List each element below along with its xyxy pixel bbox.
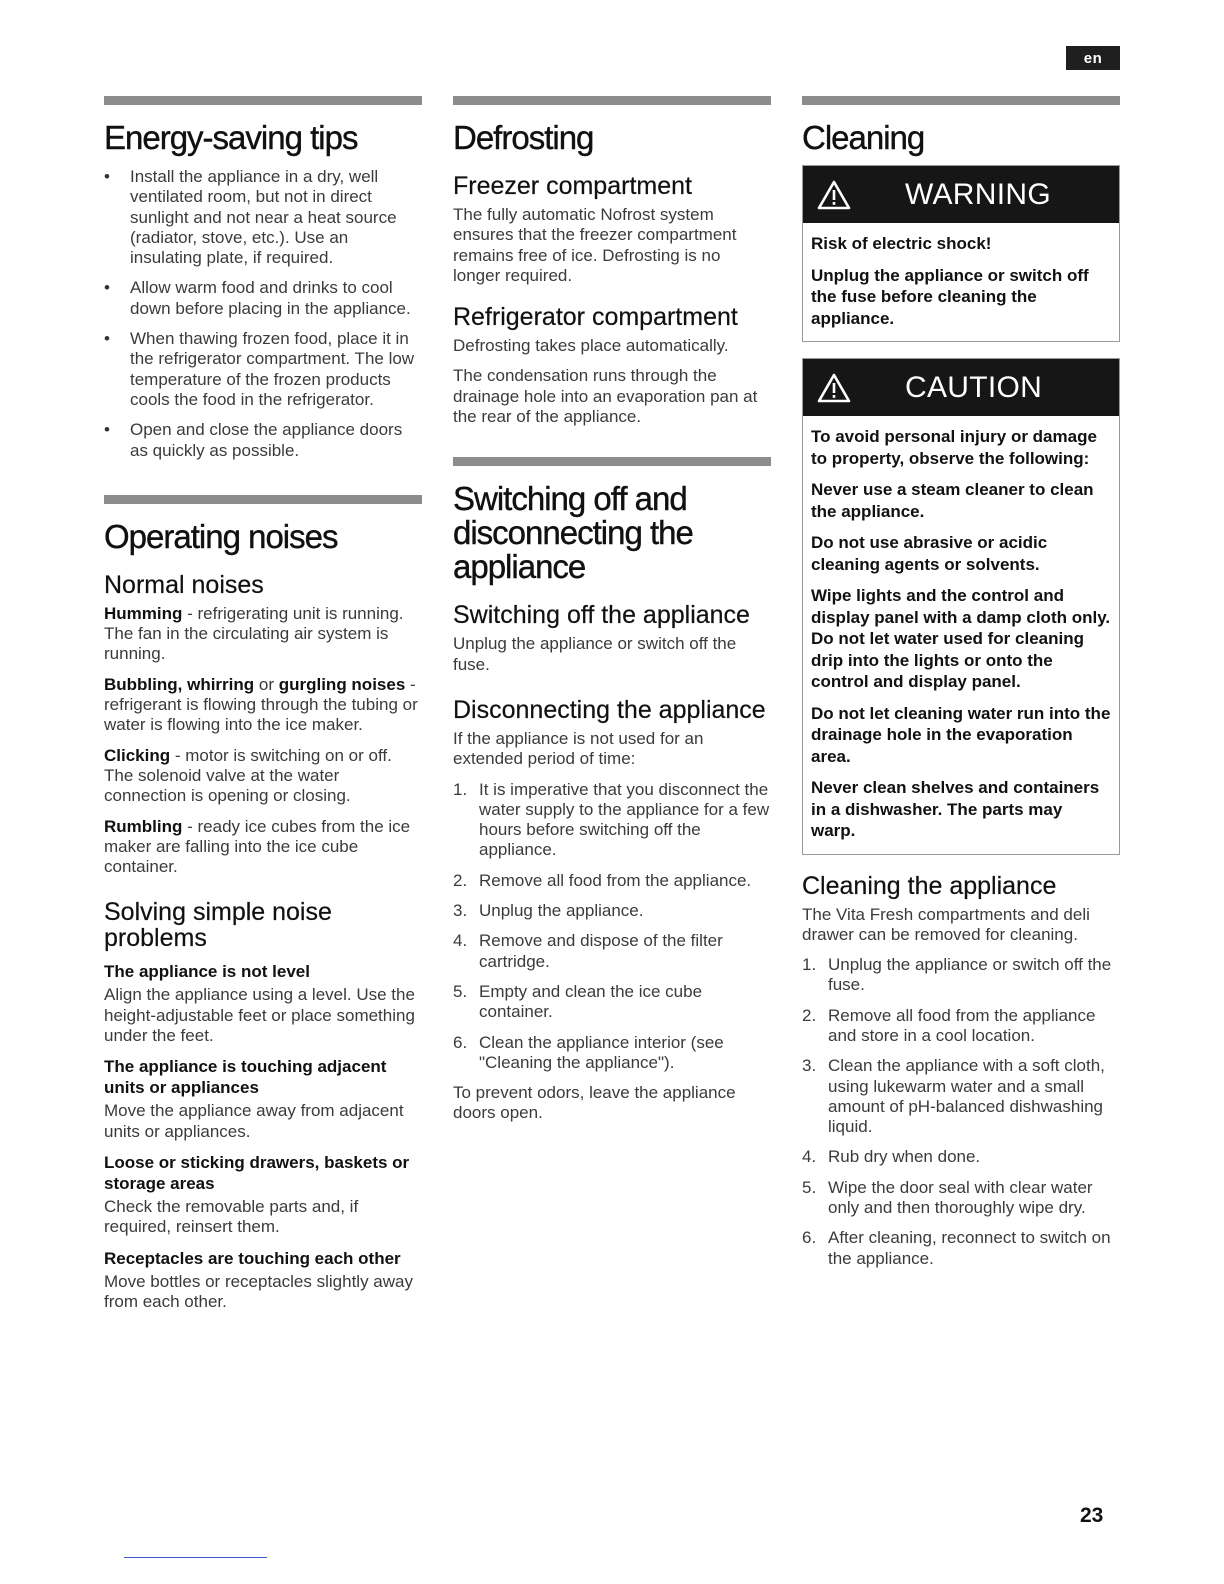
problem-title: The appliance is touching adjacent units or appliances [104,1057,387,1098]
list-item: • Allow warm food and drinks to cool down before placing in the appliance. [104,278,422,319]
column-left [104,96,422,1322]
list-item: 4. Remove and dispose of the filter cartridge. [453,931,723,971]
switching-outro: To prevent odors, leave the appliance doors open. [453,1083,736,1123]
list-item: 5. Wipe the door seal with clear water only and then thoroughly wipe dry. [802,1177,1093,1218]
list-item: 1. Unplug the appliance or switch off the fuse. [802,955,1112,995]
list-item: 5. Empty and clean the ice cube container. [453,981,703,1022]
caution-line: Never clean shelves and containers in a dishwasher. The parts may warp. [811,778,1100,840]
problem-title: Receptacles are touching each other [104,1248,401,1268]
list-item: 4. Rub dry when done. [802,1147,981,1167]
noises-title: Operating noises [104,517,338,555]
column-right [802,96,1120,1279]
caution-line: Wipe lights and the control and display panel with a damp cloth only. Do not let water used for cleaning drip into the lights or onto the control and display panel. [811,586,1111,691]
problem-text: Move the appliance away from adjacent units or appliances. [104,1101,404,1141]
noise-entry: Clicking - motor is switching on or off. The solenoid valve at the water connection is opening or closing. [104,745,392,806]
warning-box [802,165,1120,342]
caution-line: Never use a steam cleaner to clean the appliance. [811,480,1094,521]
freezer-title: Freezer compartment [453,172,692,200]
defrosting-title: Defrosting [453,119,594,156]
caution-icon [817,372,851,404]
list-item: • Install the appliance in a dry, well ventilated room, but not in direct sunlight and not near a heat source (radiator, stove, etc.). Use an insulating plate, if required. [104,167,422,268]
caution-header [803,359,1119,416]
list-item: 3. Unplug the appliance. [453,901,644,921]
footer-rule [124,1557,267,1558]
section-rule [802,96,1120,105]
caution-label: CAUTION [905,370,1043,404]
disconnect-steps [453,780,771,1074]
warning-label: WARNING [905,177,1051,211]
cleaning-intro: The Vita Fresh compartments and deli drawer can be removed for cleaning. [802,904,1090,944]
list-item: • When thawing frozen food, place it in the refrigerator compartment. The low temperature of the frozen products cools the food in the refrigerator. [104,329,422,410]
noise-entry: Bubbling, whirring or gurgling noises - refrigerant is flowing through the tubing or water is flowing into the ice maker. [104,674,418,735]
list-item: 2. Remove all food from the appliance. [453,870,752,890]
fridge-text: The condensation runs through the drainage hole into an evaporation pan at the rear of the appliance. [453,366,758,427]
cleaning-appliance-title: Cleaning the appliance [802,871,1057,900]
list-item: 6. After cleaning, reconnect to switch on the appliance. [802,1228,1111,1268]
list-item: • Open and close the appliance doors as quickly as possible. [104,420,422,461]
list-item: 3. Clean the appliance with a soft cloth, using lukewarm water and a small amount of pH-balanced dishwashing liquid. [802,1056,1105,1137]
page-number: 23 [1080,1504,1104,1527]
warning-header [803,166,1119,223]
noise-entry: Humming - refrigerating unit is running. The fan in the circulating air system is running. [104,603,404,664]
caution-line: To avoid personal injury or damage to property, observe the following: [811,427,1097,468]
switching-title: Switching off and disconnecting the appliance [453,480,693,586]
caution-box [802,358,1120,855]
normal-noises-title: Normal noises [104,570,264,599]
warning-icon [817,179,851,211]
list-item: 2. Remove all food from the appliance and store in a cool location. [802,1005,1096,1045]
energy-tips-list [104,167,422,461]
solving-noise-title: Solving simple noise problems [104,898,332,953]
energy-title: Energy-saving tips [104,119,358,156]
problem-text: Check the removable parts and, if required, reinsert them. [104,1196,359,1237]
cleaning-title: Cleaning [802,119,925,156]
warning-line: Risk of electric shock! [811,234,992,253]
warning-line: Unplug the appliance or switch off the fuse before cleaning the appliance. [811,265,1089,328]
caution-line: Do not use abrasive or acidic cleaning agents or solvents. [811,533,1048,574]
disconnect-intro: If the appliance is not used for an extended period of time: [453,728,704,769]
section-rule [104,495,422,504]
problem-title: Loose or sticking drawers, baskets or storage areas [104,1152,410,1193]
list-item: 6. Clean the appliance interior (see "Cleaning the appliance"). [453,1032,724,1072]
language-badge: en [1066,46,1120,70]
section-rule [453,96,771,105]
fridge-title: Refrigerator compartment [453,303,738,332]
switch-off-title: Switching off the appliance [453,601,750,630]
section-rule [453,457,771,466]
problem-title: The appliance is not level [104,962,310,982]
caution-line: Do not let cleaning water run into the drainage hole in the evaporation area. [811,703,1111,766]
section-rule [104,96,422,105]
switch-off-text: Unplug the appliance or switch off the fuse. [453,634,737,674]
freezer-text: The fully automatic Nofrost system ensures that the freezer compartment remains free of ice. Defrosting is no longer required. [453,205,737,285]
cleaning-steps [802,955,1120,1269]
problem-text: Align the appliance using a level. Use the height-adjustable feet or place something under the feet. [104,985,415,1046]
list-item: 1. It is imperative that you disconnect the water supply to the appliance for a few hours before switching off the appliance. [453,779,770,860]
problem-text: Move bottles or receptacles slightly away from each other. [104,1271,413,1311]
fridge-text: Defrosting takes place automatically. [453,336,729,356]
column-middle [453,96,771,1134]
noise-entry: Rumbling - ready ice cubes from the ice maker are falling into the ice cube container. [104,816,411,877]
disconnect-title: Disconnecting the appliance [453,695,766,724]
